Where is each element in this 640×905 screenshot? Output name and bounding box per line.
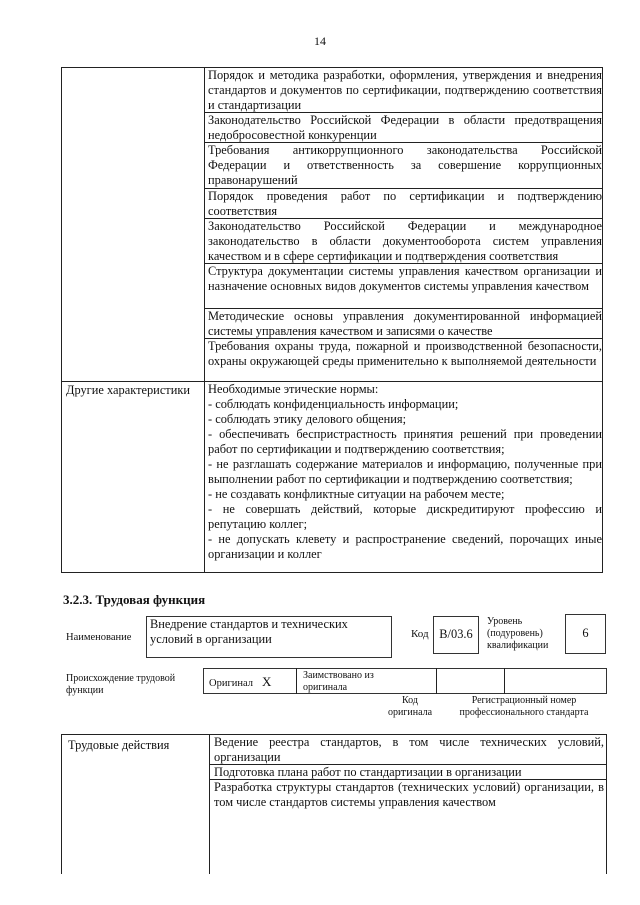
table-left-border	[61, 67, 62, 573]
table-row: Порядок проведения работ по сертификации и подтверждению соответствия	[208, 189, 602, 218]
name-label: Наименование	[66, 632, 132, 643]
function-name: Внедрение стандартов и технических условий в организации	[150, 617, 348, 646]
borrowed-label: Заимствовано из оригинала	[303, 670, 374, 693]
list-item: - не совершать действий, которые дискредитируют профессию и репутацию коллег;	[208, 502, 602, 531]
table-row: Подготовка плана работ по стандартизации в организации	[214, 765, 522, 779]
level-label: Уровень (подуровень) квалификации	[487, 616, 549, 651]
original-label: Оригинал	[209, 678, 253, 689]
original-mark: X	[262, 674, 272, 689]
table-left-border	[61, 734, 62, 874]
table-row: Законодательство Российской Федерации и международное законодательство в области документооборота систем управления качеством и в сфере сертификации и подтверждения соответствия	[208, 219, 602, 263]
list-item: - обеспечивать беспристрастность принятия решений при проведении работ по сертификации и подтверждению соответствия;	[208, 427, 602, 456]
table-middle-border	[209, 734, 210, 874]
table-row: Требования антикоррупционного законодательства Российской Федерации и ответственность за совершение коррупционных правонарушений	[208, 143, 602, 187]
code-value: B/03.6	[439, 627, 473, 641]
list-item: - соблюдать этику делового общения;	[208, 412, 407, 426]
list-item: - не создавать конфликтные ситуации на рабочем месте;	[208, 487, 505, 501]
page-number: 14	[314, 34, 326, 48]
table-row: Структура документации системы управления качеством организации и назначение основных видов документов системы управления качеством	[208, 264, 602, 293]
section-title: 3.2.3. Трудовая функция	[63, 592, 206, 607]
other-characteristics-label: Другие характеристики	[66, 383, 191, 397]
level-value: 6	[582, 626, 589, 640]
list-item: - не разглашать содержание материалов и информацию, полученные при выполнении работ по сертификации и подтверждению соответствия;	[208, 457, 602, 486]
origin-divider	[504, 668, 505, 694]
table-row: Законодательство Российской Федерации в области предотвращения недобросовестной конкуренции	[208, 113, 602, 142]
table-right-border	[606, 734, 607, 874]
ethics-list	[208, 382, 602, 562]
table-bottom-border	[61, 572, 603, 573]
origin-divider	[436, 668, 437, 694]
registration-number-label: Регистрационный номер профессионального стандарта	[459, 695, 589, 718]
code-label: Код	[411, 628, 429, 640]
table-row: Методические основы управления документированной информацией системы управления качеством и записями о качестве	[208, 309, 602, 338]
labor-actions-label: Трудовые действия	[68, 738, 170, 752]
table-row: Порядок и методика разработки, оформления, утверждения и внедрения стандартов и документов по сертификации, подтверждению соответствия и стандартизации	[208, 68, 602, 112]
list-item: Необходимые этические нормы:	[208, 382, 379, 396]
table-row: Ведение реестра стандартов, в том числе технических условий, организации	[214, 735, 604, 764]
code-original-label: Код оригинала	[387, 695, 433, 718]
list-item: - не допускать клевету и распространение сведений, порочащих иные организации и коллег	[208, 532, 602, 561]
table-row: Разработка структуры стандартов (технических условий) организации, в том числе стандартов системы управления качеством	[214, 780, 604, 809]
origin-label: Происхождение трудовой функции	[66, 673, 176, 696]
list-item: - соблюдать конфиденциальность информации;	[208, 397, 459, 411]
table-row: Требования охраны труда, пожарной и производственной безопасности, охраны окружающей среды применительно к выполняемой деятельности	[208, 339, 602, 368]
origin-divider	[296, 668, 297, 694]
